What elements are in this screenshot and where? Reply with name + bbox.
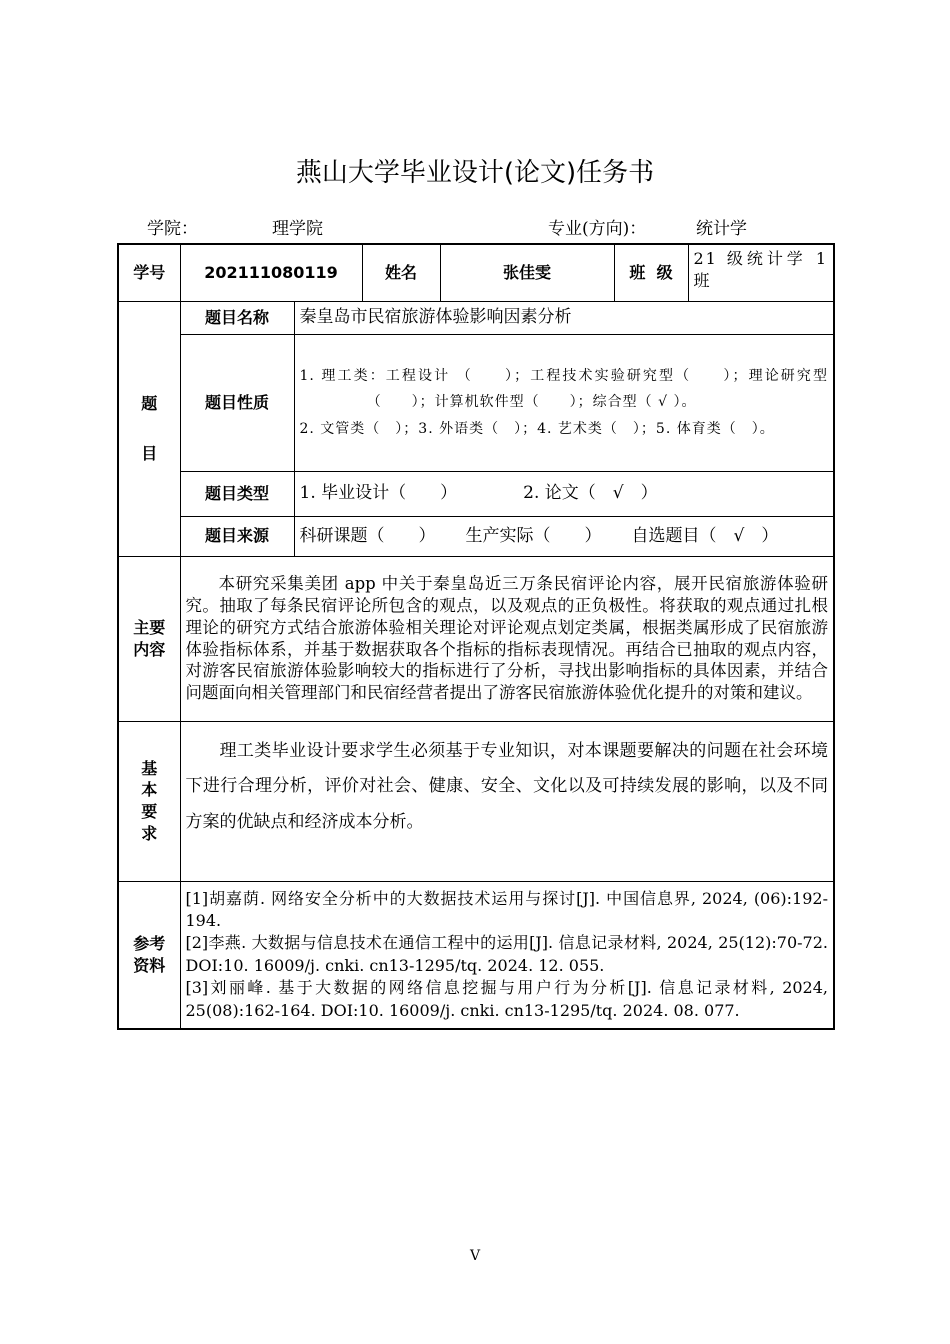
references-row — [118, 881, 834, 1029]
topic-source-option-research: 科研课题（ ） — [299, 525, 436, 546]
page-title: 燕山大学毕业设计(论文)任务书 — [295, 158, 655, 188]
topic-nature-label: 题目性质 — [180, 334, 294, 471]
requirements-label-char-3: 要 — [141, 802, 158, 821]
topic-group-char-1: 题 — [141, 393, 158, 413]
student-row — [118, 244, 834, 301]
student-name-value: 张佳雯 — [440, 244, 614, 301]
references-list — [180, 881, 834, 1029]
reference-item-1: [1]胡嘉荫. 网络安全分析中的大数据技术运用与探讨[J]. 中国信息界, 2024, (06):192-194. — [185, 888, 828, 930]
topic-group-char-2: 目 — [141, 443, 158, 463]
reference-item-3: [3]刘丽峰. 基于大数据的网络信息挖掘与用户行为分析[J]. 信息记录材料, 2024, 25(08):162-164. DOI:10. 16009/j. cnki. cn13-1295/tq. 2024. 08. 077. — [185, 978, 828, 1020]
topic-nature-value — [294, 334, 834, 471]
topic-source-value — [294, 516, 834, 556]
main-content-label — [118, 556, 180, 721]
main-content-row — [118, 556, 834, 721]
main-content-label-line-2: 内容 — [133, 639, 166, 659]
topic-nature-line-1: 1. 理工类：工程设计 （ ）；工程技术实验研究型（ ）；理论研究型（ ）；计算机软件型（ ）；综合型（ √ ）。 — [299, 367, 828, 411]
topic-source-option-production: 生产实际（ ） — [465, 525, 602, 546]
topic-name-label: 题目名称 — [180, 301, 294, 334]
topic-type-value — [294, 471, 834, 516]
topic-source-label: 题目来源 — [180, 516, 294, 556]
topic-nature-line-2: 2. 文管类（ ）；3. 外语类（ ）；4. 艺术类（ ）；5. 体育类（ ）。 — [299, 420, 775, 437]
references-label — [118, 881, 180, 1029]
topic-type-label: 题目类型 — [180, 471, 294, 516]
topic-nature-row — [118, 334, 834, 471]
topic-group-label — [118, 301, 180, 556]
topic-source-row — [118, 516, 834, 556]
task-table — [117, 243, 835, 1030]
main-content-text: 本研究采集美团 app 中关于秦皇岛近三万条民宿评论内容，展开民宿旅游体验研究。抽取了每条民宿评论所包含的观点，以及观点的正负极性。将获取的观点通过扎根理论的研究方式结合旅游体验相关理论对评论观点划定类属，根据类属形成了民宿旅游体验指标体系，并基于数据获取各个指标的指标表现情况。再结合已抽取的观点内容，对游客民宿旅游体验影响较大的指标进行了分析，寻找出影响指标的具体因素，并结合问题面向相关管理部门和民宿经营者提出了游客民宿旅游体验优化提升的对策和建议。 — [180, 556, 834, 721]
main-content-label-line-1: 主要 — [133, 617, 166, 637]
college-value: 理学院 — [272, 219, 323, 239]
student-id-value: 202111080119 — [180, 244, 362, 301]
class-value: 21 级统计学 1 班 — [688, 244, 834, 301]
requirements-label-char-1: 基 — [141, 758, 158, 778]
student-id-label: 学号 — [118, 244, 180, 301]
class-label: 班 级 — [614, 244, 688, 301]
major-label: 专业(方向)： — [548, 219, 647, 239]
requirements-label — [118, 721, 180, 881]
requirements-text: 理工类毕业设计要求学生必须基于专业知识，对本课题要解决的问题在社会环境下进行合理分析，评价对社会、健康、安全、文化以及可持续发展的影响，以及不同方案的优缺点和经济成本分析。 — [180, 721, 834, 881]
page-number: V — [469, 1248, 481, 1264]
requirements-label-char-4: 求 — [141, 823, 158, 843]
topic-name-row — [118, 301, 834, 334]
references-label-line-2: 资料 — [133, 955, 166, 975]
topic-source-option-self: 自选题目（ √ ） — [631, 525, 779, 546]
topic-name-value: 秦皇岛市民宿旅游体验影响因素分析 — [294, 301, 834, 334]
student-name-label: 姓名 — [362, 244, 440, 301]
references-label-line-1: 参考 — [133, 934, 166, 954]
topic-type-option-thesis: 2. 论文（ √ ） — [523, 483, 658, 504]
topic-type-option-design: 1. 毕业设计（ ） — [299, 483, 458, 504]
college-label: 学院： — [147, 219, 198, 239]
requirements-label-char-2: 本 — [141, 780, 158, 800]
major-value: 统计学 — [696, 219, 747, 239]
reference-item-2: [2]李燕. 大数据与信息技术在通信工程中的运用[J]. 信息记录材料, 2024, 25(12):70-72. DOI:10. 16009/j. cnki. cn13-1295/tq. 2024. 12. 055. — [185, 933, 828, 975]
requirements-row — [118, 721, 834, 881]
topic-type-row — [118, 471, 834, 516]
